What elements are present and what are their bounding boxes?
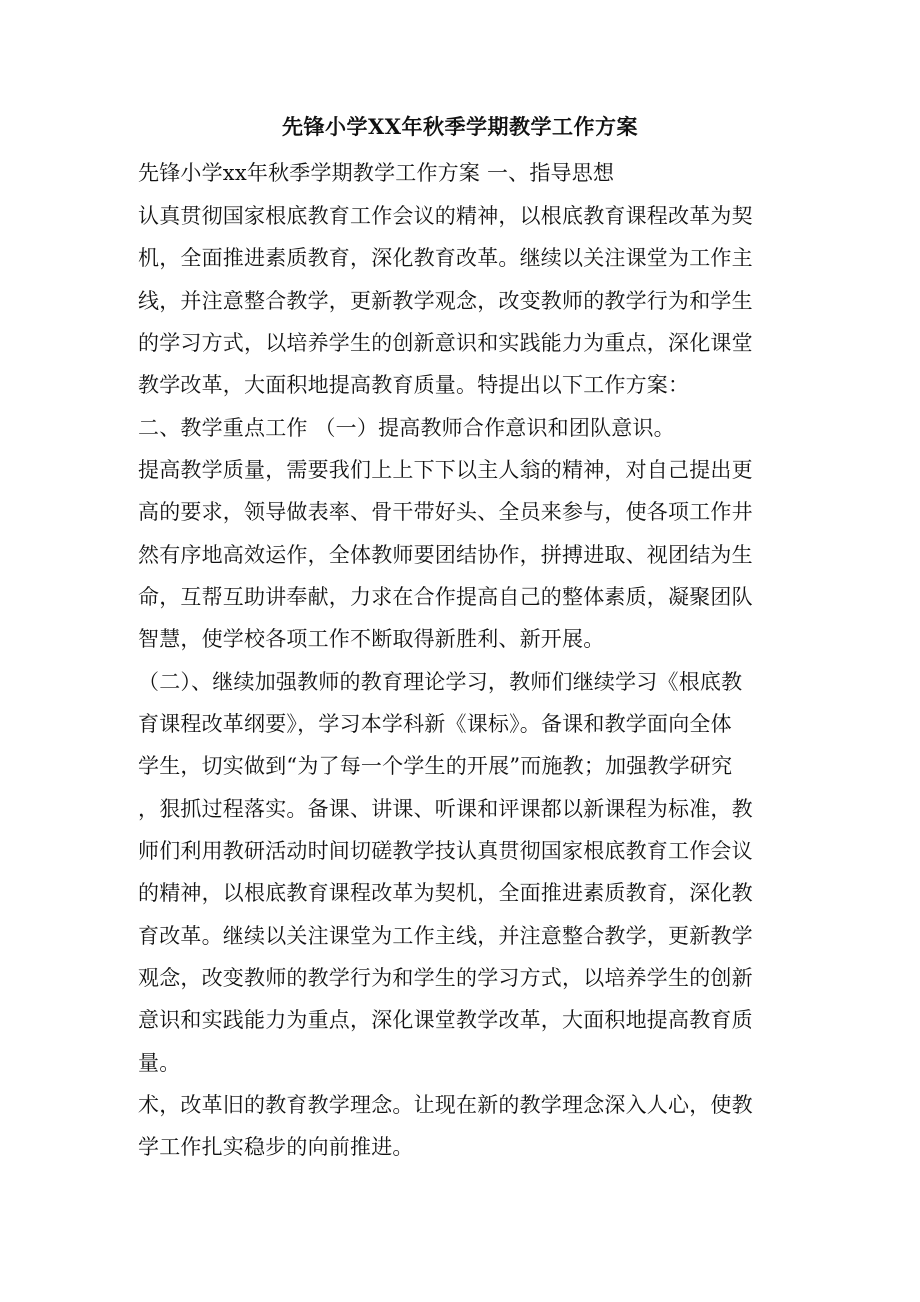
text-line: 线，并注意整合教学，更新教学观念，改变教师的教学行为和学生 — [138, 289, 753, 313]
text-line: 机，全面推进素质教育，深化教育改革。继续以关注课堂为工作主 — [138, 246, 753, 270]
text-line: 命，互帮互助讲奉献，力求在合作提高自己的整体素质，凝聚团队 — [138, 585, 753, 609]
text-line: 提高教学质量，需要我们上上下下以主人翁的精神，对自己提出更 — [138, 458, 753, 482]
text-line: 育改革。继续以关注课堂为工作主线，并注意整合教学，更新教学 — [138, 924, 753, 948]
text-line: （二）、继续加强教师的教育理论学习，教师们继续学习《根底教 — [138, 670, 743, 694]
document-title: 先锋小学XX年秋季学期教学工作方案 — [281, 114, 639, 139]
text-line: 量。 — [138, 1051, 181, 1075]
text-line: 智慧，使学校各项工作不断取得新胜利、新开展。 — [138, 627, 605, 651]
text-line: 意识和实践能力为重点，深化课堂教学改革，大面积地提高教育质 — [138, 1008, 753, 1032]
text-line: 高的要求，领导做表率、骨干带好头、全员来参与，使各项工作井 — [138, 500, 753, 524]
text-line: ，狠抓过程落实。备课、讲课、听课和评课都以新课程为标准，教 — [138, 797, 753, 821]
text-line: 的学习方式，以培养学生的创新意识和实践能力为重点，深化课堂 — [138, 331, 753, 355]
text-line: 学生，切实做到“为了每一个学生的开展”而施教；加强教学研究 — [138, 754, 733, 778]
text-line: 认真贯彻国家根底教育工作会议的精神，以根底教育课程改革为契 — [138, 204, 753, 228]
text-line: 教学改革，大面积地提高教育质量。特提出以下工作方案： — [138, 373, 690, 397]
text-line: 二、教学重点工作 （一）提高教师合作意识和团队意识。 — [138, 416, 675, 440]
text-line: 师们利用教研活动时间切磋教学技认真贯彻国家根底教育工作会议 — [138, 839, 753, 863]
text-line: 学工作扎实稳步的向前推进。 — [138, 1135, 414, 1159]
text-line: 然有序地高效运作，全体教师要团结协作，拼搏进取、视团结为生 — [138, 543, 753, 567]
text-line: 先锋小学xx年秋季学期教学工作方案 一、指导思想 — [138, 161, 615, 185]
text-line: 观念，改变教师的教学行为和学生的学习方式，以培养学生的创新 — [138, 966, 753, 990]
text-line: 育课程改革纲要》，学习本学科新《课标》。备课和教学面向全体 — [138, 712, 732, 736]
text-line: 的精神，以根底教育课程改革为契机，全面推进素质教育，深化教 — [138, 881, 753, 905]
text-line: 术，改革旧的教育教学理念。让现在新的教学理念深入人心，使教 — [138, 1093, 753, 1117]
